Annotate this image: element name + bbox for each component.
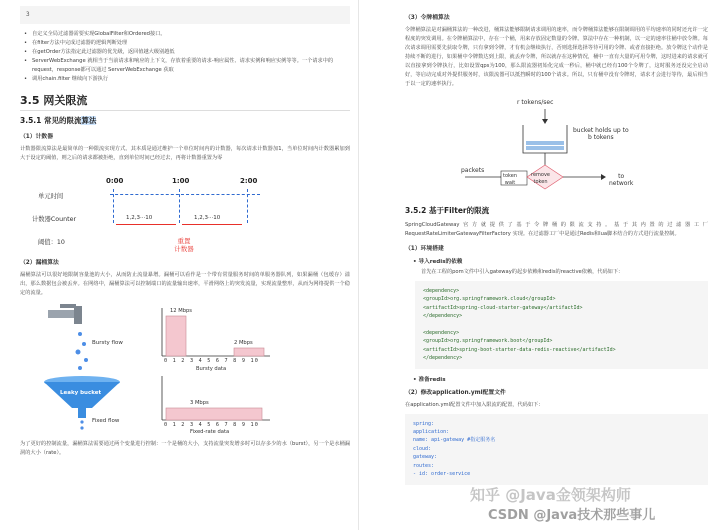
paragraph-yml: 在application.yml配置文件中加入限流的配置，代码如下： [405,401,544,408]
tick-0 [113,189,114,223]
arrow-head [601,174,606,180]
bucket-spout [78,408,86,418]
paragraph-leaky-vars: 为了更好的控制流量，漏桶算法需要通过两个变量进行控制：一个是桶的大小，支持流量突发增多时可以存多少的水（burst），另一个是水桶漏洞的大小（rate）。 [20,441,350,456]
leaky-bucket-diagram [20,304,350,434]
subheading-leaky: （2）漏桶算法 [20,260,59,266]
code-line: cloud: [413,445,432,452]
bursty-bar-12mbps [166,316,186,356]
watermark-zhihu: 知乎 @Java金领架构师 [470,486,631,504]
arrow-head [542,119,548,124]
bursty-data-label: Bursty data [196,366,227,372]
yaml-code-block [405,414,708,485]
code-line: <groupId>org.springframework.cloud</groupId> [423,296,556,303]
code-line: <groupId>org.springframework.boot</groupId> [423,338,553,345]
fixed-flow-label: Fixed flow [92,418,120,424]
bursty-ticks: 0 1 2 3 4 5 6 7 8 9 10 [164,358,260,364]
paragraph-pom: 首先在工程的pom文件中引入gateway的起步依赖和redis的reactive依赖，代码如下： [421,269,624,275]
paragraph-counter: 计数器限流算法是最简单的一种限流实现方式。其本质是通过维护一个单位时间内的计数器，每次请求计数器加1，当单位时间内计数器累加到大于设定的阈值，则之后的请求都被拒绝，直到单位时间已经过去，再将计数器重置为零 [20,146,350,161]
faucet-body [74,306,82,324]
timeline-dash [110,194,260,195]
seq-2: 1,2,3···10 [194,215,221,221]
label-3mbps: 3 Mbps [190,400,209,406]
water-drop [76,350,81,355]
bullet-text: 导入redis的依赖 [418,259,463,265]
code-line: </dependency> [423,313,463,320]
list-item: • 在getOrder方法指定此过滤器的优先级，返回值越大级别越低 [20,48,350,57]
token-wait-label: token wait [503,173,517,186]
tick-1 [179,189,180,223]
subheading-env: （1）环境搭建 [405,246,444,252]
fixed-data-label: Fixed-rate data [190,429,230,435]
label-12mbps: 12 Mbps [170,308,193,314]
section-heading-3-5: 3.5 网关限流 [20,94,88,107]
heading-underline [20,110,350,111]
token-layer [526,146,564,150]
water-drop [80,420,83,423]
time-1: 1:00 [172,177,190,185]
fixed-bar-3mbps [166,408,262,420]
leaky-bucket-svg [20,304,350,434]
right-column [360,0,720,530]
subheading-counter: （1）计数器 [20,134,54,140]
remove-token-label: remove token [531,172,550,185]
watermark-csdn: CSDN @Java技术那些事儿 [488,508,656,523]
code-line: application: [413,429,450,436]
code-line [423,321,700,329]
code-line: <dependency> [423,288,460,294]
bullet-text: 准备redis [418,376,446,383]
code-line: <artifactId>spring-cloud-starter-gateway</artifactId> [423,304,583,311]
to-network-label: to network [609,173,634,187]
code-line: </dependency> [423,355,463,362]
list-item: • 调用chain.filter 继续向下游执行 [20,75,350,84]
bucket-holds-label: bucket holds up to b tokens [573,127,629,141]
fixed-ticks: 0 1 2 3 4 5 6 7 8 9 10 [164,422,260,428]
list-item: • 在filter方法中完成过滤器的逻辑判断处理 [20,39,350,48]
list-item: • ServerWebExchange 就相当于当前请求和响应的上下文，存放着重要的请求-响应属性、请求实例和响应实例等等。一个请求中的request，response都可以通过 ServerWebExchange 获取 [20,57,350,75]
counter-label: 计数器Counter [32,216,77,223]
faucet-handle [60,304,76,308]
range-arrow-1 [116,224,176,225]
threshold-label: 阈值：10 [38,239,65,246]
leaky-bucket-label: Leaky bucket [60,390,102,396]
section-heading-3-5-1 [20,115,350,126]
code-line: name: api-gateway #指定服务名 [413,437,496,444]
paragraph-leaky: 漏桶算法可以很好地限制容量池的大小，从而防止流量暴增。漏桶可以看作是一个带有常量服务时间的单服务器队列，如果漏桶（包缓存）溢出，那么数据包会被丢弃。在网络中，漏桶算法可以控制端口的流量输出速率，平滑网络上的突发流量，实现流量整形，从而为网络提供一个稳定的流量。 [20,272,350,296]
bullet-import-redis: • 导入redis的依赖 [413,259,463,265]
pom-code-block [415,281,708,369]
paragraph-token-bucket: 令牌桶算法是对漏桶算法的一种改进，桶算法能够限制请求调用的速率，而令牌桶算法能够在限制调用的平均速率的同时还允许一定程度的突发调用。在令牌桶算法中，存在一个桶，用来存放固定数量的令牌。算法中存在一种机制，以一定的速率往桶中放令牌。每次请求调用需要先获取令牌，只有拿到令牌，才有机会继续执行，否则选择选择等待可用的令牌、或者直接拒绝。放令牌这个动作是持续不断的进行，如果桶中令牌数达到上限，就丢弃令牌，所以就存在这种情况，桶中一直有大量的可用令牌，这时进来的请求就可以直接拿到令牌执行，比如设置qps为100，那么限流器初始化完成一秒后，桶中就已经有100个令牌了，这时服务还没完全启动好，等启动完成对外提供服务时，该限流器可以抵挡瞬时的100个请求。所以，只有桶中没有令牌时，请求才会进行等待，最后相当于以一定的速率执行。 [405,27,708,87]
time-0: 0:00 [106,177,124,185]
token-layer [526,141,564,145]
list-item: • 自定义全局过滤器需要实现GlobalFilter和Ordered接口。 [20,30,350,39]
bursty-flow-label: Bursty flow [92,340,123,346]
seq-1: 1,2,3···10 [126,215,153,221]
token-bucket-diagram [405,93,708,198]
heading-text: 3.5.1 常见的限流 [20,116,82,125]
range-arrow-2 [182,224,242,225]
subheading-yml: （2）修改application.yml配置文件 [405,389,506,396]
code-line: spring: [413,420,435,427]
tick-2 [247,189,248,223]
code-line: gateway: [413,454,438,461]
bullet-prepare-redis: • 准备redis [413,376,446,383]
paragraph-filter-limit: SpringCloudGateway官方就提供了基于令牌桶的限流支持。基于其内置的过滤器工厂 RequestRateLimiterGatewayFilterFactory 实现。在过滤器工厂中是通过Redis和lua脚本结合的方式进行流量控制。 [405,222,708,237]
water-drop [82,342,86,346]
code-line-text: 3 [26,11,30,18]
code-line: routes: [413,462,435,469]
water-drop [78,366,82,370]
water-drop [78,332,82,336]
bursty-bar-2mbps [234,348,264,356]
counter-diagram [20,171,350,291]
time-2: 2:00 [240,177,258,185]
filter-bullet-list [20,30,350,84]
subheading-token-bucket: （3）令牌桶算法 [405,15,450,21]
code-line: <dependency> [423,330,460,337]
code-line: <artifactId>spring-boot-starter-data-redis-reactive</artifactId> [423,346,616,353]
label-2mbps: 2 Mbps [234,340,253,346]
reset-label: 重置 计数器 [174,237,194,253]
water-drop [84,358,88,362]
code-snippet-line [20,6,350,24]
water-drop [80,426,83,429]
code-line: - id: order-service [413,471,471,478]
highlighted-text: 算法 [81,116,97,125]
section-heading-3-5-2: 3.5.2 基于Filter的限流 [405,206,490,215]
packets-label: packets [461,167,485,174]
token-bucket-svg [405,93,705,198]
unit-time-label: 单元时间 [38,193,64,200]
rate-label: r tokens/sec [517,99,554,106]
